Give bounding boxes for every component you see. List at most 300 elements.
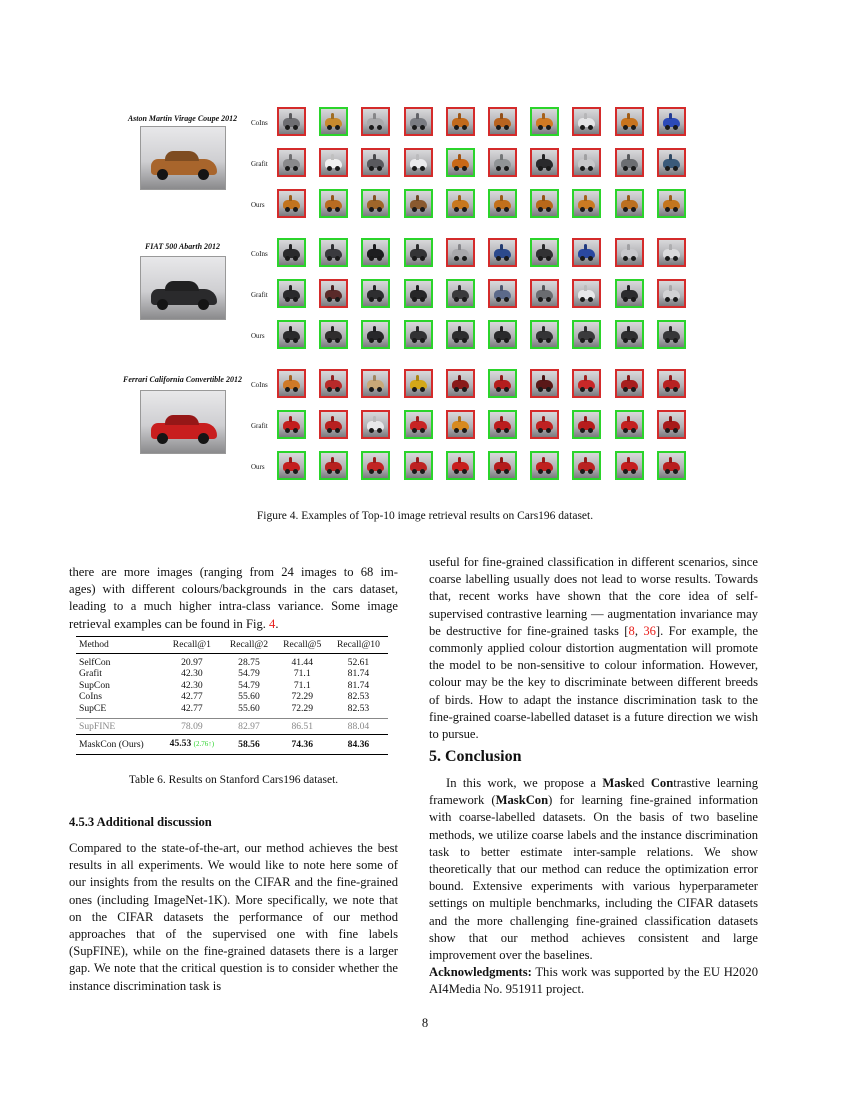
thumbnail-wheel	[412, 125, 417, 130]
retrieval-thumbnail	[404, 451, 433, 480]
thumbnail-wheel	[293, 428, 298, 433]
thumbnail-wheel	[623, 387, 628, 392]
table-row	[76, 703, 388, 718]
thumbnail-wheel	[412, 256, 417, 261]
retrieval-thumbnail	[404, 238, 433, 267]
thumbnail-wheel	[420, 297, 425, 302]
thumbnail-wheel	[412, 338, 417, 343]
thumbnail-wheel	[588, 256, 593, 261]
section-title: 5. Conclusion	[429, 748, 522, 765]
thumbnail-wheel	[369, 207, 374, 212]
results-table	[76, 636, 388, 755]
thumbnail-wheel	[580, 256, 585, 261]
table-header: Recall@5	[283, 639, 322, 650]
thumbnail-wheel	[377, 125, 382, 130]
table-cell: 81.74	[347, 679, 370, 691]
thumbnail-wheel	[285, 469, 290, 474]
table-cell: 28.75	[238, 656, 260, 668]
retrieval-thumbnail	[657, 279, 686, 308]
thumbnail-wheel	[327, 297, 332, 302]
retrieval-thumbnail	[404, 107, 433, 136]
table-cell: 42.30	[181, 679, 203, 691]
retrieval-thumbnail	[319, 107, 348, 136]
retrieval-thumbnail	[361, 320, 390, 349]
retrieval-thumbnail	[488, 107, 517, 136]
retrieval-thumbnail	[488, 369, 517, 398]
retrieval-thumbnail	[446, 369, 475, 398]
thumbnail-wheel	[504, 256, 509, 261]
thumbnail-wheel	[462, 207, 467, 212]
thumbnail-wheel	[504, 338, 509, 343]
thumbnail-wheel	[504, 207, 509, 212]
table-cell: 82.53	[347, 702, 370, 714]
thumbnail-wheel	[420, 387, 425, 392]
thumbnail-wheel	[293, 125, 298, 130]
thumbnail-wheel	[335, 207, 340, 212]
retrieval-thumbnail	[277, 189, 306, 218]
thumbnail-wheel	[496, 428, 501, 433]
table-cell: MaskCon (Ours)	[79, 738, 144, 750]
retrieval-thumbnail	[404, 410, 433, 439]
thumbnail-wheel	[462, 469, 467, 474]
thumbnail-wheel	[631, 297, 636, 302]
retrieval-thumbnail	[488, 148, 517, 177]
table-cell: 42.77	[181, 691, 203, 703]
thumbnail-wheel	[623, 207, 628, 212]
retrieval-thumbnail	[361, 369, 390, 398]
citation-sep: ,	[634, 623, 644, 638]
query-image	[140, 256, 226, 320]
thumbnail-wheel	[377, 297, 382, 302]
retrieval-thumbnail	[530, 410, 559, 439]
retrieval-thumbnail	[277, 410, 306, 439]
thumbnail-wheel	[412, 297, 417, 302]
recall1-value: 45.53	[169, 738, 192, 750]
thumbnail-wheel	[546, 256, 551, 261]
retrieval-thumbnail	[657, 369, 686, 398]
thumbnail-wheel	[623, 125, 628, 130]
retrieval-thumbnail	[657, 320, 686, 349]
query-image	[140, 390, 226, 454]
thumbnail-wheel	[377, 469, 382, 474]
thumbnail-wheel	[631, 207, 636, 212]
thumbnail-wheel	[538, 338, 543, 343]
retrieval-thumbnail	[530, 238, 559, 267]
thumbnail-wheel	[580, 469, 585, 474]
left-paragraph-2: Compared to the state-of-the-art, our method achieves the best results in all experiments. We would like to note here some of our insights from the results on the CIFAR and the fine-grained ones (including ImageNet-1K). More specifically, we note that on the CIFAR datasets the performance of our method approaches that of the supervised one with fine labels (SupFINE), while on the fine-grained datasets there is a larger gap. We note that the critical question is to consider whether the instance discrimination task is	[69, 841, 398, 993]
query-car-roof	[165, 415, 199, 425]
thumbnail-wheel	[327, 469, 332, 474]
table-cell: 55.60	[238, 691, 260, 703]
thumbnail-wheel	[580, 166, 585, 171]
thumbnail-wheel	[631, 469, 636, 474]
thumbnail-wheel	[293, 166, 298, 171]
table-cell: SupFINE	[79, 720, 116, 732]
row-label: Grafit	[251, 422, 268, 430]
thumbnail-wheel	[377, 428, 382, 433]
citation-link[interactable]: 8	[628, 623, 635, 638]
retrieval-thumbnail	[615, 189, 644, 218]
thumbnail-wheel	[420, 207, 425, 212]
thumbnail-wheel	[454, 256, 459, 261]
retrieval-thumbnail	[488, 320, 517, 349]
retrieval-thumbnail	[319, 189, 348, 218]
query-car-wheel	[198, 299, 209, 310]
thumbnail-wheel	[285, 256, 290, 261]
thumbnail-wheel	[420, 338, 425, 343]
retrieval-thumbnail	[319, 410, 348, 439]
retrieval-thumbnail	[572, 320, 601, 349]
retrieval-thumbnail	[404, 189, 433, 218]
query-car-wheel	[157, 299, 168, 310]
thumbnail-wheel	[327, 166, 332, 171]
thumbnail-wheel	[623, 166, 628, 171]
left-p1-end: .	[275, 616, 279, 631]
retrieval-thumbnail	[277, 107, 306, 136]
retrieval-thumbnail	[530, 107, 559, 136]
thumbnail-wheel	[538, 469, 543, 474]
thumbnail-wheel	[420, 469, 425, 474]
thumbnail-wheel	[504, 469, 509, 474]
thumbnail-wheel	[454, 297, 459, 302]
retrieval-thumbnail	[361, 107, 390, 136]
concl-text: ) for learning fine-grained information with coarse-labelled datasets. On the basis of two baseline methods, we utilize coarse labels and the instance discrimination task to better estimate inter-sample relations. We show theoretically that our method can reduce the optimization error bound. Extensive experiments with various hyperparameter settings on multiple benchmarks, including the CIFAR datasets and the more challenging fine-grained classification datasets show that our method achieves consistent and large improvement over the baselines.	[429, 793, 758, 963]
conclusion-paragraph	[429, 775, 758, 964]
retrieval-thumbnail	[277, 148, 306, 177]
table-cell: 42.30	[181, 668, 203, 680]
thumbnail-wheel	[285, 387, 290, 392]
thumbnail-wheel	[412, 428, 417, 433]
table-cell	[161, 735, 222, 755]
thumbnail-wheel	[293, 338, 298, 343]
thumbnail-wheel	[665, 207, 670, 212]
thumbnail-wheel	[623, 256, 628, 261]
retrieval-thumbnail	[361, 410, 390, 439]
retrieval-thumbnail	[572, 369, 601, 398]
thumbnail-wheel	[546, 125, 551, 130]
table-row	[76, 653, 388, 668]
thumbnail-wheel	[454, 428, 459, 433]
retrieval-thumbnail	[404, 369, 433, 398]
retrieval-thumbnail	[361, 148, 390, 177]
table-cell: 58.56	[238, 738, 260, 750]
thumbnail-wheel	[462, 297, 467, 302]
retrieval-thumbnail	[319, 451, 348, 480]
table-cell: 71.1	[293, 679, 311, 691]
thumbnail-wheel	[665, 469, 670, 474]
table-cell: 52.61	[347, 656, 370, 668]
thumbnail-wheel	[369, 428, 374, 433]
table-cell: 74.36	[291, 738, 314, 750]
thumbnail-wheel	[546, 207, 551, 212]
thumbnail-wheel	[369, 297, 374, 302]
thumbnail-wheel	[412, 166, 417, 171]
thumbnail-wheel	[588, 297, 593, 302]
retrieval-thumbnail	[446, 279, 475, 308]
query-car-wheel	[198, 169, 209, 180]
thumbnail-wheel	[588, 428, 593, 433]
row-label: Ours	[251, 463, 265, 471]
thumbnail-wheel	[546, 387, 551, 392]
row-label: CoIns	[251, 381, 268, 389]
retrieval-thumbnail	[446, 107, 475, 136]
thumbnail-wheel	[631, 387, 636, 392]
thumbnail-wheel	[623, 428, 628, 433]
thumbnail-wheel	[412, 387, 417, 392]
retrieval-thumbnail	[615, 107, 644, 136]
thumbnail-wheel	[335, 256, 340, 261]
thumbnail-wheel	[369, 469, 374, 474]
table-cell: SupCE	[79, 702, 107, 714]
table-row	[76, 680, 388, 692]
retrieval-thumbnail	[488, 189, 517, 218]
table-cell: 82.53	[347, 691, 370, 703]
retrieval-thumbnail	[404, 279, 433, 308]
thumbnail-wheel	[285, 338, 290, 343]
table-cell: 78.09	[181, 720, 203, 732]
table-cell: 72.29	[291, 702, 314, 714]
citation-link[interactable]: 36	[643, 623, 656, 638]
retrieval-thumbnail	[657, 410, 686, 439]
retrieval-thumbnail	[319, 369, 348, 398]
thumbnail-wheel	[504, 428, 509, 433]
query-image	[140, 126, 226, 190]
table-header-row	[76, 637, 388, 654]
retrieval-thumbnail	[446, 320, 475, 349]
thumbnail-wheel	[335, 387, 340, 392]
retrieval-thumbnail	[615, 320, 644, 349]
thumbnail-wheel	[538, 387, 543, 392]
thumbnail-wheel	[377, 256, 382, 261]
table-cell: 54.79	[238, 679, 260, 691]
table-cell: 20.97	[181, 656, 203, 668]
thumbnail-wheel	[631, 256, 636, 261]
table-row	[76, 691, 388, 703]
table-header: Recall@2	[229, 639, 269, 650]
thumbnail-wheel	[454, 166, 459, 171]
thumbnail-wheel	[327, 428, 332, 433]
thumbnail-wheel	[420, 125, 425, 130]
thumbnail-wheel	[538, 207, 543, 212]
thumbnail-wheel	[673, 428, 678, 433]
concl-text: In this work, we propose a	[446, 776, 603, 790]
thumbnail-wheel	[335, 338, 340, 343]
thumbnail-wheel	[293, 387, 298, 392]
thumbnail-wheel	[377, 387, 382, 392]
thumbnail-wheel	[673, 207, 678, 212]
thumbnail-wheel	[377, 166, 382, 171]
table-cell: 41.44	[291, 656, 314, 668]
thumbnail-wheel	[631, 166, 636, 171]
thumbnail-wheel	[293, 256, 298, 261]
right-paragraph-1	[429, 554, 758, 743]
thumbnail-wheel	[546, 166, 551, 171]
retrieval-thumbnail	[572, 189, 601, 218]
thumbnail-wheel	[665, 166, 670, 171]
retrieval-thumbnail	[572, 238, 601, 267]
table-row-supfine	[76, 718, 388, 735]
thumbnail-wheel	[665, 387, 670, 392]
acknowledgments	[429, 964, 758, 998]
query-title: Aston Martin Virage Coupe 2012	[127, 114, 238, 123]
retrieval-thumbnail	[488, 451, 517, 480]
thumbnail-wheel	[285, 428, 290, 433]
thumbnail-wheel	[369, 387, 374, 392]
thumbnail-wheel	[580, 125, 585, 130]
retrieval-thumbnail	[530, 320, 559, 349]
thumbnail-wheel	[580, 387, 585, 392]
recall1-gain: (2.76↑)	[193, 740, 215, 749]
thumbnail-wheel	[673, 338, 678, 343]
thumbnail-wheel	[588, 166, 593, 171]
thumbnail-wheel	[496, 256, 501, 261]
thumbnail-wheel	[580, 297, 585, 302]
thumbnail-wheel	[631, 125, 636, 130]
retrieval-thumbnail	[530, 189, 559, 218]
table-cell: 84.36	[347, 738, 370, 750]
thumbnail-wheel	[623, 338, 628, 343]
thumbnail-wheel	[623, 469, 628, 474]
thumbnail-wheel	[588, 469, 593, 474]
retrieval-thumbnail	[657, 148, 686, 177]
thumbnail-wheel	[327, 338, 332, 343]
thumbnail-wheel	[454, 469, 459, 474]
thumbnail-wheel	[462, 338, 467, 343]
thumbnail-wheel	[580, 338, 585, 343]
thumbnail-wheel	[673, 125, 678, 130]
thumbnail-wheel	[454, 338, 459, 343]
thumbnail-wheel	[335, 125, 340, 130]
table-header: Method	[79, 639, 109, 650]
thumbnail-wheel	[588, 387, 593, 392]
query-title: Ferrari California Convertible 2012	[123, 375, 242, 384]
thumbnail-wheel	[335, 469, 340, 474]
thumbnail-wheel	[496, 338, 501, 343]
retrieval-thumbnail	[361, 279, 390, 308]
retrieval-thumbnail	[530, 451, 559, 480]
table-cell: 81.74	[347, 668, 370, 680]
thumbnail-wheel	[285, 166, 290, 171]
table-header: Recall@10	[336, 639, 380, 650]
thumbnail-wheel	[496, 469, 501, 474]
retrieval-thumbnail	[572, 451, 601, 480]
retrieval-thumbnail	[657, 189, 686, 218]
thumbnail-wheel	[369, 125, 374, 130]
retrieval-thumbnail	[446, 410, 475, 439]
thumbnail-wheel	[454, 387, 459, 392]
retrieval-thumbnail	[277, 279, 306, 308]
retrieval-thumbnail	[361, 238, 390, 267]
thumbnail-wheel	[335, 428, 340, 433]
thumbnail-wheel	[496, 387, 501, 392]
row-label: CoIns	[251, 250, 268, 258]
thumbnail-wheel	[588, 125, 593, 130]
row-label: Ours	[251, 201, 265, 209]
thumbnail-wheel	[335, 166, 340, 171]
retrieval-thumbnail	[319, 148, 348, 177]
thumbnail-wheel	[454, 207, 459, 212]
figure-reference-link[interactable]: 4	[269, 616, 276, 631]
thumbnail-wheel	[673, 166, 678, 171]
thumbnail-wheel	[665, 256, 670, 261]
thumbnail-wheel	[285, 125, 290, 130]
thumbnail-wheel	[462, 428, 467, 433]
retrieval-thumbnail	[657, 451, 686, 480]
ack-label: Acknowledgments:	[429, 965, 532, 979]
row-label: Ours	[251, 332, 265, 340]
concl-text: trastive learning framework (	[429, 776, 758, 808]
table-cell: 88.04	[347, 720, 370, 732]
thumbnail-wheel	[369, 338, 374, 343]
query-title: FIAT 500 Abarth 2012	[144, 242, 221, 251]
retrieval-thumbnail	[277, 369, 306, 398]
thumbnail-wheel	[665, 125, 670, 130]
table-cell: 42.77	[181, 702, 203, 714]
table-cell: CoIns	[79, 691, 102, 703]
thumbnail-wheel	[538, 428, 543, 433]
thumbnail-wheel	[420, 166, 425, 171]
right-p1-text: useful for fine-grained classification in different scenarios, since coarse labelling usually does not lead to worse results. Towards that, recent works have shown that the core idea of self-supervised contrastive learning — augmentation invariance may be destructive for fine-grained tasks [	[429, 555, 758, 638]
table-cell: 71.1	[293, 668, 311, 680]
thumbnail-wheel	[369, 166, 374, 171]
retrieval-thumbnail	[446, 238, 475, 267]
retrieval-thumbnail	[446, 148, 475, 177]
thumbnail-wheel	[673, 469, 678, 474]
thumbnail-wheel	[412, 207, 417, 212]
retrieval-thumbnail	[361, 451, 390, 480]
thumbnail-wheel	[335, 297, 340, 302]
thumbnail-wheel	[631, 428, 636, 433]
thumbnail-wheel	[327, 387, 332, 392]
thumbnail-wheel	[538, 256, 543, 261]
thumbnail-wheel	[377, 207, 382, 212]
retrieval-thumbnail	[277, 238, 306, 267]
query-car-roof	[165, 281, 199, 291]
thumbnail-wheel	[293, 469, 298, 474]
table-row	[76, 668, 388, 680]
thumbnail-wheel	[504, 387, 509, 392]
table-cell: 54.79	[238, 668, 260, 680]
thumbnail-wheel	[504, 125, 509, 130]
thumbnail-wheel	[377, 338, 382, 343]
query-car-wheel	[157, 169, 168, 180]
table-header: Recall@1	[172, 639, 211, 650]
row-label: CoIns	[251, 119, 268, 127]
retrieval-thumbnail	[446, 451, 475, 480]
thumbnail-wheel	[462, 256, 467, 261]
thumbnail-wheel	[496, 297, 501, 302]
query-car-roof	[165, 151, 199, 161]
thumbnail-wheel	[327, 256, 332, 261]
table-cell: SupCon	[79, 679, 110, 691]
thumbnail-wheel	[673, 297, 678, 302]
table-cell: 55.60	[238, 702, 260, 714]
ack-text: This work was supported by the EU H2020 AI4Media No. 951911 project.	[429, 965, 758, 997]
figure-caption: Figure 4. Examples of Top-10 image retrieval results on Cars196 dataset.	[256, 510, 594, 522]
thumbnail-wheel	[546, 297, 551, 302]
retrieval-thumbnail	[572, 410, 601, 439]
table-caption: Table 6. Results on Stanford Cars196 dataset.	[128, 774, 339, 786]
retrieval-thumbnail	[404, 320, 433, 349]
thumbnail-wheel	[546, 469, 551, 474]
retrieval-thumbnail	[657, 238, 686, 267]
thumbnail-wheel	[462, 125, 467, 130]
retrieval-thumbnail	[446, 189, 475, 218]
thumbnail-wheel	[673, 387, 678, 392]
thumbnail-wheel	[631, 338, 636, 343]
retrieval-thumbnail	[361, 189, 390, 218]
thumbnail-wheel	[665, 338, 670, 343]
